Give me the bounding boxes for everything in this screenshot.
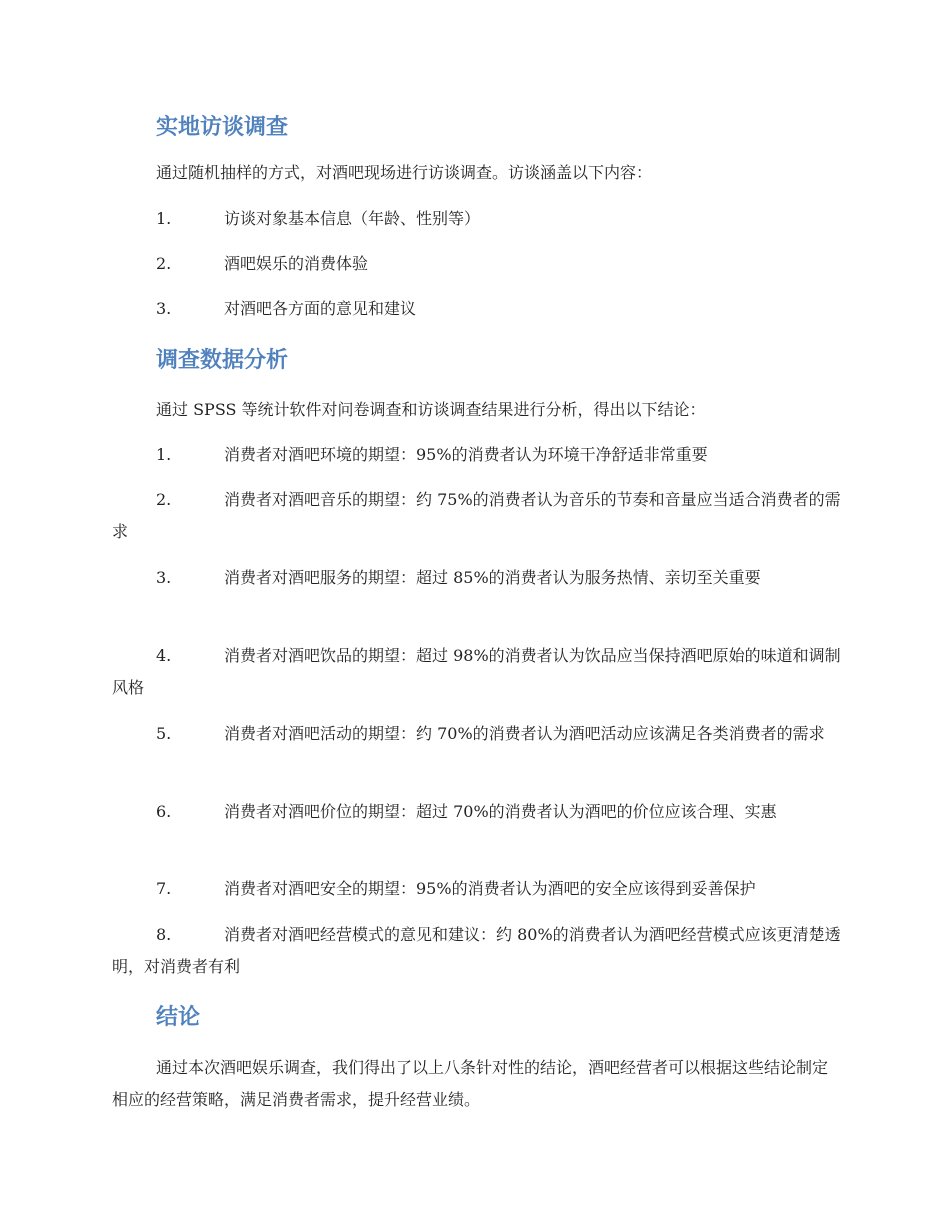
analysis-item-2 <box>112 484 842 548</box>
analysis-item-3 <box>112 562 842 594</box>
interview-intro: 通过随机抽样的方式，对酒吧现场进行访谈调查。访谈涵盖以下内容： <box>156 163 653 182</box>
list-item-text: 酒吧娱乐的消费体验 <box>224 254 369 273</box>
list-number: 7. <box>156 879 172 898</box>
list-item-text: 对酒吧各方面的意见和建议 <box>224 299 417 318</box>
list-item-text: 消费者对酒吧环境的期望：95%的消费者认为环境干净舒适非常重要 <box>224 445 708 464</box>
analysis-item-7 <box>112 873 842 905</box>
analysis-item-8 <box>112 919 842 983</box>
list-item-text: 消费者对酒吧经营模式的意见和建议：约 80%的消费者认为酒吧经营模式应该更清楚透明，对消费者有利 <box>112 925 841 976</box>
list-item-text: 访谈对象基本信息（年龄、性别等） <box>224 209 481 228</box>
analysis-item-6 <box>112 796 842 828</box>
list-number: 4. <box>156 646 172 665</box>
list-number: 8. <box>156 925 172 944</box>
interview-item-1 <box>112 203 842 235</box>
heading-conclusion: 结论 <box>156 1005 201 1030</box>
conclusion-text: 通过本次酒吧娱乐调查，我们得出了以上八条针对性的结论，酒吧经营者可以根据这些结论制定相应的经营策略，满足消费者需求，提升经营业绩。 <box>112 1058 829 1109</box>
heading-analysis: 调查数据分析 <box>156 348 289 373</box>
analysis-item-1 <box>112 439 842 471</box>
list-item-text: 消费者对酒吧饮品的期望：超过 98%的消费者认为饮品应当保持酒吧原始的味道和调制风格 <box>112 646 841 697</box>
analysis-intro: 通过 SPSS 等统计软件对问卷调查和访谈调查结果进行分析，得出以下结论： <box>156 400 706 419</box>
heading-interview: 实地访谈调查 <box>156 115 289 140</box>
list-item-text: 消费者对酒吧服务的期望：超过 85%的消费者认为服务热情、亲切至关重要 <box>224 568 761 587</box>
list-item-text: 消费者对酒吧价位的期望：超过 70%的消费者认为酒吧的价位应该合理、实惠 <box>224 802 777 821</box>
analysis-item-5 <box>112 718 842 750</box>
list-number: 3. <box>156 299 172 318</box>
list-number: 5. <box>156 724 172 743</box>
analysis-item-4 <box>112 640 842 704</box>
list-number: 2. <box>156 490 172 509</box>
list-number: 6. <box>156 802 172 821</box>
list-item-text: 消费者对酒吧音乐的期望：约 75%的消费者认为音乐的节奏和音量应当适合消费者的需求 <box>112 490 841 541</box>
list-item-text: 消费者对酒吧活动的期望：约 70%的消费者认为酒吧活动应该满足各类消费者的需求 <box>224 724 825 743</box>
list-number: 1. <box>156 209 172 228</box>
interview-item-2 <box>112 248 842 280</box>
list-item-text: 消费者对酒吧安全的期望：95%的消费者认为酒吧的安全应该得到妥善保护 <box>224 879 756 898</box>
list-number: 2. <box>156 254 172 273</box>
list-number: 3. <box>156 568 172 587</box>
interview-item-3 <box>112 293 842 325</box>
list-number: 1. <box>156 445 172 464</box>
